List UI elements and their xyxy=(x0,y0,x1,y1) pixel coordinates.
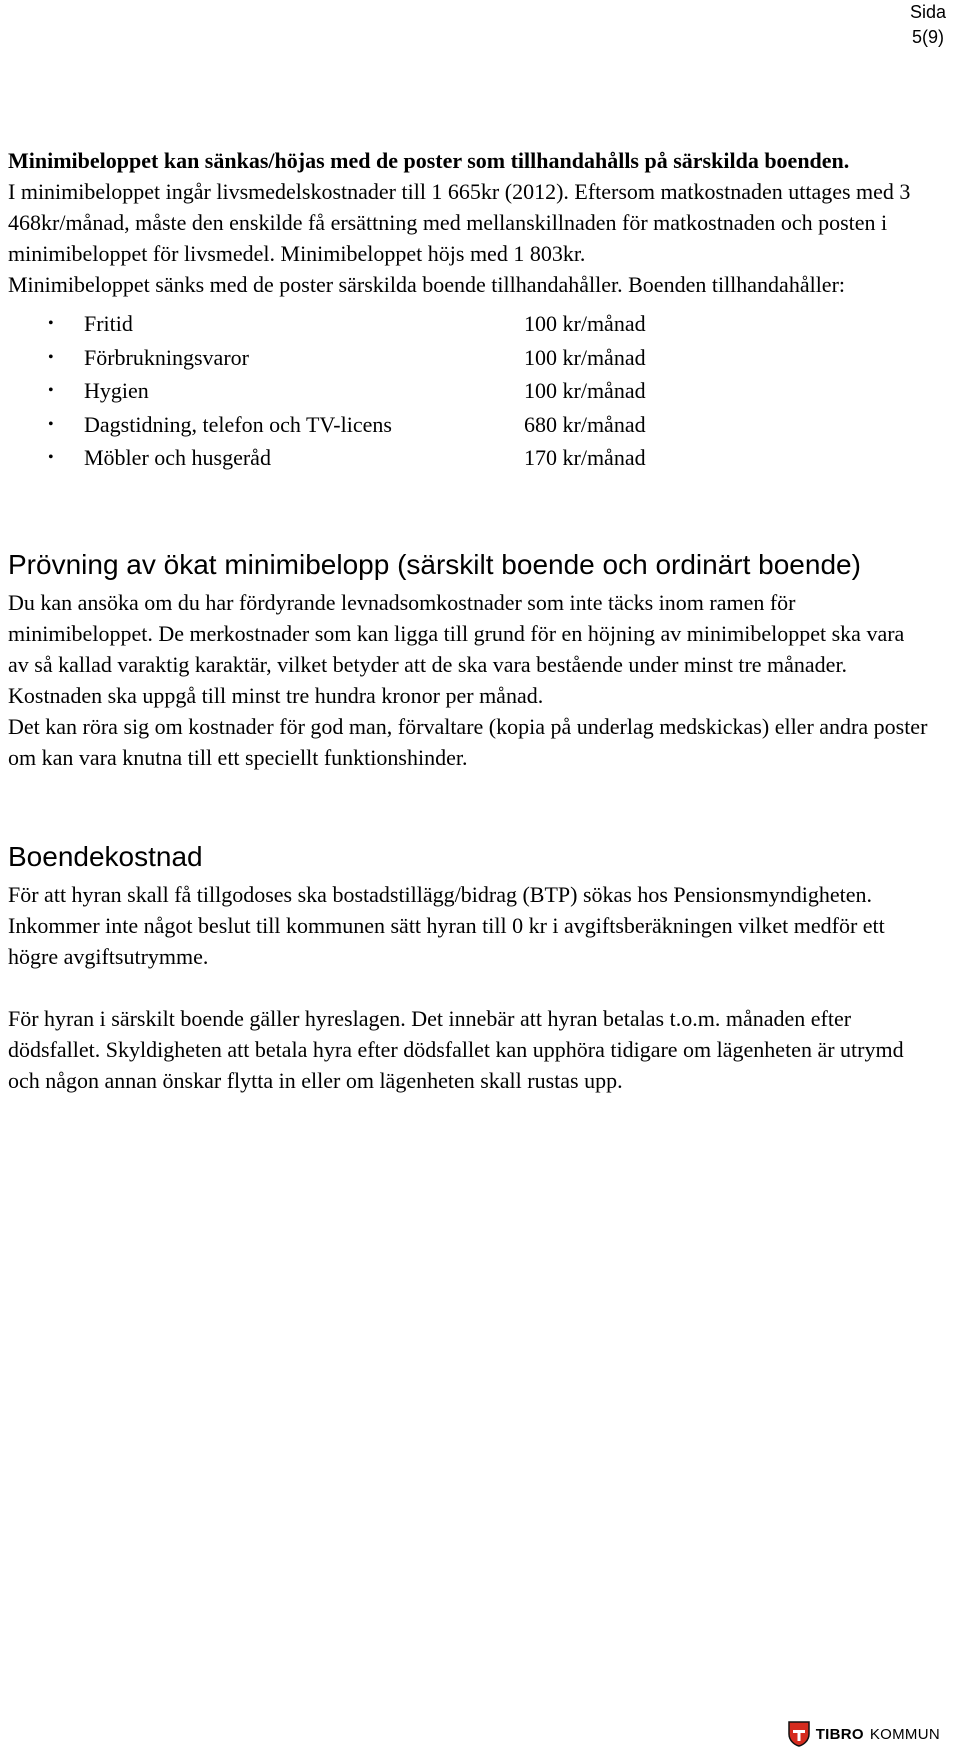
logo-text-tibro: TIBRO xyxy=(815,1725,864,1743)
item-label: Förbrukningsvaror xyxy=(84,344,249,370)
bullet-icon: • xyxy=(48,415,54,433)
item-amount: 680 kr/månad xyxy=(524,411,646,437)
item-label: Fritid xyxy=(84,311,133,336)
item-amount: 100 kr/månad xyxy=(524,344,646,370)
bullet-icon: • xyxy=(48,382,54,399)
section-boendekostnad xyxy=(8,839,928,1096)
item-label: Dagstidning, telefon och TV-licens xyxy=(84,411,392,437)
item-amount: 100 kr/månad xyxy=(524,378,646,403)
boendekostnad-paragraph-2: För hyran i särskilt boende gäller hyreslagen. Det innebär att hyran betalas t.o.m. månaden efter dödsfallet. Skyldigheten att betala hyra efter dödsfallet kan upphöra tidigare om lägenheten är utrymd och någon annan önskar flytta in eller om lägenheten skall rustas upp. xyxy=(8,1005,904,1093)
list-item xyxy=(8,441,928,475)
list-item xyxy=(8,408,928,442)
item-amount: 170 kr/månad xyxy=(524,445,646,470)
provning-paragraph-1: Du kan ansöka om du har fördyrande levnadsomkostnader som inte täcks inom ramen för minimibeloppet. De merkostnader som kan ligga till grund för en höjning av minimibeloppet ska vara av så kallad varaktig karaktär, vilket betyder att de ska vara bestående under minst tre månader. Kostnaden ska uppgå till minst tre hundra kronor per månad. xyxy=(8,589,905,708)
intro-bold-lead: Minimibeloppet kan sänkas/höjas med de poster som tillhandahålls på särskilda boenden. xyxy=(8,148,850,173)
intro-paragraph-2: Minimibeloppet sänks med de poster särskilda boende tillhandahåller. Boenden tillhandahåller: xyxy=(8,272,846,297)
list-item xyxy=(8,374,928,408)
item-amount: 100 kr/månad xyxy=(524,311,646,336)
intro-paragraph: I minimibeloppet ingår livsmedelskostnader till 1 665kr (2012). Eftersom matkostnaden uttages med 3 468kr/månad, måste den enskilde få ersättning med mellanskillnaden för matkostnaden och posten i minimibeloppet för livsmedel. Minimibeloppet höjs med 1 803kr. xyxy=(8,179,911,266)
tibro-kommun-logo xyxy=(788,1721,940,1747)
tibro-shield-logo-icon xyxy=(788,1721,810,1747)
bullet-icon: • xyxy=(48,449,54,466)
bullet-icon: • xyxy=(48,348,54,366)
provning-paragraph-2: Det kan röra sig om kostnader för god man, förvaltare (kopia på underlag medskickas) eller andra poster om kan vara knutna till ett speciellt funktionshinder. xyxy=(8,713,928,770)
document-body xyxy=(8,145,928,1096)
list-item xyxy=(8,307,928,341)
page-number xyxy=(910,0,946,50)
section-minimibelopp xyxy=(8,145,928,475)
item-label: Möbler och husgeråd xyxy=(84,445,271,470)
logo-text-kommun: KOMMUN xyxy=(869,1725,940,1743)
page-number-label: Sida xyxy=(909,2,946,22)
section-provning xyxy=(8,547,928,773)
cost-item-list xyxy=(8,307,928,475)
page-number-value: 5(9) xyxy=(911,27,944,47)
boendekostnad-heading: Boendekostnad xyxy=(8,840,203,872)
item-label: Hygien xyxy=(84,378,149,403)
provning-heading: Prövning av ökat minimibelopp (särskilt boende och ordinärt boende) xyxy=(8,548,861,580)
boendekostnad-paragraph-1: För att hyran skall få tillgodoses ska bostadstillägg/bidrag (BTP) sökas hos Pensionsmyndigheten. Inkommer inte något beslut till kommunen sätt hyran till 0 kr i avgiftsberäkningen vilket medför ett högre avgiftsutrymme. xyxy=(8,881,885,969)
list-item xyxy=(8,341,928,375)
bullet-icon: • xyxy=(48,315,54,332)
